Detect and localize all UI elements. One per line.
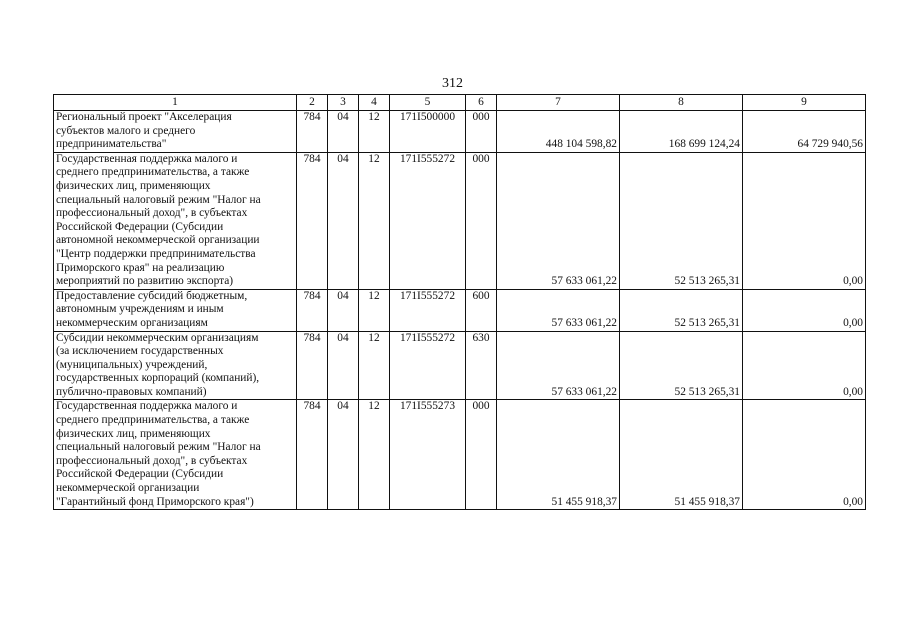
cell-amount-3: 0,00: [743, 152, 866, 289]
cell-amount-2: 51 455 918,37: [620, 400, 743, 510]
cell-subsection: 12: [359, 152, 390, 289]
header-row: [54, 95, 866, 111]
description-line: Предоставление субсидий бюджетным,: [56, 289, 248, 302]
cell-expense-type: 000: [466, 111, 497, 153]
cell-target-article: 171I555272: [390, 331, 466, 400]
description-line: Государственная поддержка малого и: [56, 400, 238, 413]
table-row: [54, 331, 866, 400]
cell-expense-type: 000: [466, 400, 497, 510]
description-line: автономной некоммерческой организации: [56, 234, 260, 247]
description-line: публично-правовых компаний): [56, 385, 207, 398]
table-row: [54, 400, 866, 510]
description-line: профессиональный доход", в субъектах: [56, 207, 248, 220]
cell-amount-1: 51 455 918,37: [497, 400, 620, 510]
row-description: [54, 289, 297, 331]
description-line: Государственная поддержка малого и: [56, 152, 238, 165]
description-line: среднего предпринимательства, а также: [56, 414, 250, 427]
cell-subsection: 12: [359, 400, 390, 510]
row-description: [54, 331, 297, 400]
cell-subsection: 12: [359, 331, 390, 400]
cell-amount-2: 168 699 124,24: [620, 111, 743, 153]
description-line: "Гарантийный фонд Приморского края"): [56, 495, 254, 508]
cell-amount-3: 0,00: [743, 331, 866, 400]
description-line: Субсидии некоммерческим организациям: [56, 331, 259, 344]
description-line: автономным учреждениям и иным: [56, 303, 224, 316]
cell-amount-1: 57 633 061,22: [497, 289, 620, 331]
header-cell: 4: [359, 95, 390, 111]
cell-amount-2: 52 513 265,31: [620, 331, 743, 400]
cell-amount-2: 52 513 265,31: [620, 152, 743, 289]
description-line: профессиональный доход", в субъектах: [56, 454, 248, 467]
table-row: [54, 289, 866, 331]
description-line: Региональный проект "Акселерация: [56, 111, 232, 123]
description-line: среднего предпринимательства, а также: [56, 166, 250, 179]
description-line: предпринимательства": [56, 138, 167, 151]
cell-target-article: 171I500000: [390, 111, 466, 153]
cell-ministry: 784: [297, 331, 328, 400]
cell-amount-3: 0,00: [743, 289, 866, 331]
budget-table: [53, 94, 866, 510]
cell-target-article: 171I555273: [390, 400, 466, 510]
description-line: государственных корпораций (компаний),: [56, 372, 260, 385]
cell-subsection: 12: [359, 289, 390, 331]
description-line: Приморского края" на реализацию: [56, 261, 225, 274]
cell-amount-2: 52 513 265,31: [620, 289, 743, 331]
row-description: [54, 400, 297, 510]
header-cell: 1: [54, 95, 297, 111]
header-cell: 3: [328, 95, 359, 111]
row-description: [54, 111, 297, 153]
cell-expense-type: 000: [466, 152, 497, 289]
description-line: Российской Федерации (Субсидии: [56, 220, 224, 233]
table-body: [54, 111, 866, 510]
description-line: мероприятий по развитию экспорта): [56, 275, 234, 288]
cell-ministry: 784: [297, 400, 328, 510]
description-line: специальный налоговый режим "Налог на: [56, 193, 261, 206]
header-cell: 7: [497, 95, 620, 111]
cell-ministry: 784: [297, 152, 328, 289]
description-line: некоммерческой организации: [56, 482, 200, 495]
header-cell: 2: [297, 95, 328, 111]
header-cell: 5: [390, 95, 466, 111]
table-row: [54, 152, 866, 289]
cell-ministry: 784: [297, 111, 328, 153]
description-line: физических лиц, применяющих: [56, 427, 211, 440]
cell-section: 04: [328, 152, 359, 289]
description-line: "Центр поддержки предпринимательства: [56, 247, 256, 260]
cell-target-article: 171I555272: [390, 152, 466, 289]
table-row: [54, 111, 866, 153]
cell-amount-3: 0,00: [743, 400, 866, 510]
cell-section: 04: [328, 400, 359, 510]
description-line: специальный налоговый режим "Налог на: [56, 441, 261, 454]
cell-amount-1: 57 633 061,22: [497, 152, 620, 289]
description-line: Российской Федерации (Субсидии: [56, 468, 224, 481]
cell-amount-1: 57 633 061,22: [497, 331, 620, 400]
page-number: 312: [442, 76, 463, 91]
description-line: (за исключением государственных: [56, 345, 224, 358]
cell-expense-type: 630: [466, 331, 497, 400]
header-cell: 9: [743, 95, 866, 111]
cell-target-article: 171I555272: [390, 289, 466, 331]
cell-section: 04: [328, 111, 359, 153]
description-line: субъектов малого и среднего: [56, 124, 196, 137]
cell-subsection: 12: [359, 111, 390, 153]
row-description: [54, 152, 297, 289]
cell-section: 04: [328, 289, 359, 331]
cell-expense-type: 600: [466, 289, 497, 331]
header-cell: 6: [466, 95, 497, 111]
cell-section: 04: [328, 331, 359, 400]
cell-amount-1: 448 104 598,82: [497, 111, 620, 153]
description-line: некоммерческим организациям: [56, 316, 208, 329]
cell-ministry: 784: [297, 289, 328, 331]
header-cell: 8: [620, 95, 743, 111]
description-line: (муниципальных) учреждений,: [56, 358, 208, 371]
description-line: физических лиц, применяющих: [56, 179, 211, 192]
cell-amount-3: 64 729 940,56: [743, 111, 866, 153]
